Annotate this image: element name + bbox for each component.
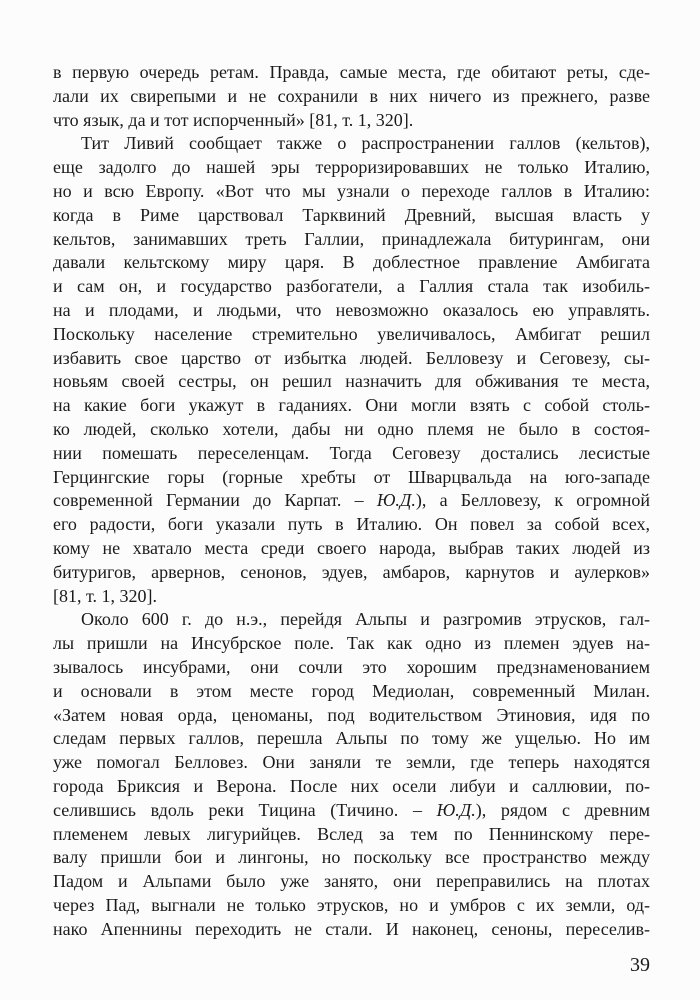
text-line: но и всю Европу. «Вот что мы узнали о переходе галлов в Италию: — [53, 180, 650, 201]
text-line: нако Апеннины переходить не стали. И наконец, сеноны, переселив- — [53, 918, 650, 939]
text-line: города Бриксия и Верона. После них осели либуи и саллювии, по- — [53, 775, 650, 796]
text-line: на и плодами, и людьми, что невозможно оказалось ею управлять. — [53, 299, 650, 320]
text-line: что язык, да и тот испорченный» [81, т. 1, 320]. — [53, 109, 414, 130]
text-line: следам первых галлов, перешла Альпы по тому же ущелью. Но им — [53, 728, 650, 749]
text-line: нии помешать переселенцам. Тогда Сеговезу достались лесистые — [53, 442, 650, 463]
text-line: давали кельтскому миру царя. В доблестное правление Амбигата — [53, 252, 650, 273]
text-line: кому не хватало места среди своего народа, выбрав таких людей из — [53, 537, 650, 558]
editor-note: Ю.Д. — [376, 490, 416, 511]
text-line: современной Германии до Карпат. – Ю.Д.), а Белловезу, к огромной — [53, 490, 651, 511]
text-line: валу пришли бои и лингоны, но поскольку все пространство между — [53, 847, 650, 868]
text-line: Около 600 г. до н.э., перейдя Альпы и разгромив этрусков, гал- — [81, 609, 650, 630]
paragraph — [53, 608, 650, 941]
text-line: в первую очередь ретам. Правда, самые места, где обитают реты, сде- — [53, 62, 650, 82]
text-line: еще задолго до нашей эры терроризировавших не только Италию, — [53, 157, 650, 178]
text-line: новьям своей сестры, он решил назначить для обживания те места, — [53, 371, 650, 392]
text-line: когда в Риме царствовал Тарквиний Древний, высшая власть у — [53, 204, 650, 225]
text-line: Герцингские горы (горные хребты от Шварцвальда на юго-западе — [53, 466, 650, 487]
text-line: кельтов, занимавших треть Галлии, принадлежала битурингам, они — [53, 228, 650, 249]
text-line: селившись вдоль реки Тицина (Тичино. – Ю.Д.), рядом с древним — [53, 799, 651, 820]
text-column — [53, 61, 650, 941]
text-line: и сам он, и государство разбогатели, а Галлия стала так изобиль- — [53, 276, 650, 297]
text-line: Тит Ливий сообщает также о распространении галлов (кельтов), — [81, 133, 650, 154]
text-line: ко людей, сколько хотели, дабы ни одно племя не было в состоя- — [53, 418, 650, 439]
text-line: [81, т. 1, 320]. — [53, 585, 158, 606]
paragraph — [53, 132, 650, 608]
text-line: и основали в этом месте город Медиолан, современный Милан. — [53, 680, 650, 701]
text-line: его радости, боги указали путь в Италию. Он повел за собой всех, — [53, 514, 650, 535]
paragraph — [53, 61, 650, 132]
page-footer — [53, 953, 650, 977]
page-number: 39 — [630, 954, 650, 976]
text-line: зывалось инсубрами, они сочли это хорошим предзнаменованием — [53, 656, 650, 677]
text-line: Поскольку население стремительно увеличивалось, Амбигат решил — [53, 323, 650, 344]
text-line: уже помогал Белловез. Они заняли те земли, где теперь находятся — [53, 752, 650, 773]
text-line: избавить свое царство от избытка людей. Белловезу и Сеговезу, сы- — [53, 347, 650, 368]
editor-note: Ю.Д. — [436, 799, 476, 820]
text-line: через Пад, выгнали не только этрусков, но и умбров с их земли, од- — [53, 894, 650, 915]
text-line: битуригов, арвернов, сенонов, эдуев, амбаров, карнутов и аулерков» — [53, 561, 650, 582]
text-line: Падом и Альпами было уже занято, они переправились на плотах — [53, 871, 650, 892]
text-line: лали их свирепыми и не сохранили в них ничего из прежнего, разве — [53, 85, 650, 106]
text-line: на какие боги укажут в гаданиях. Они могли взять с собой столь- — [53, 395, 650, 416]
text-line: «Затем новая орда, ценоманы, под водительством Этиновия, идя по — [53, 704, 650, 725]
text-line: племенем левых лигурийцев. Вслед за тем по Пеннинскому пере- — [53, 823, 650, 844]
text-line: лы пришли на Инсубрское поле. Так как одно из племен эдуев на- — [53, 633, 650, 654]
